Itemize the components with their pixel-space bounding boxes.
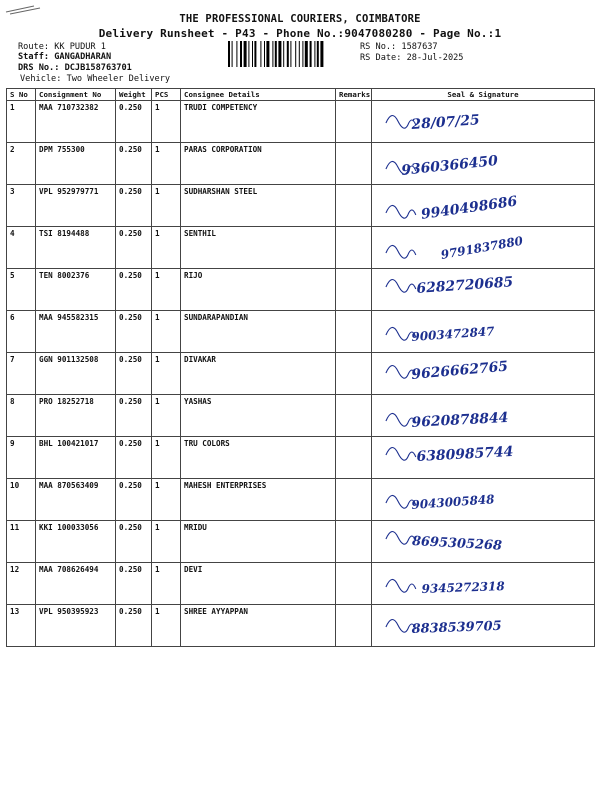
remarks-cell [336,563,372,605]
signature-scribble [372,395,594,436]
signature-text: 9345272318 [421,579,505,596]
sno-cell: 2 [7,143,36,185]
remarks-cell [336,395,372,437]
signature-text: 9940498686 [420,193,519,223]
runsheet-table [6,88,595,647]
signature-scribble [372,521,594,562]
consignee-cell: MAHESH ENTERPRISES [181,479,336,521]
pcs-cell: 1 [152,143,181,185]
weight-cell: 0.250 [116,437,152,479]
consignee-cell: TRUDI COMPETENCY [181,101,336,143]
table-row [7,227,595,269]
consignee-cell: DEVI [181,563,336,605]
sno-cell: 5 [7,269,36,311]
remarks-cell [336,479,372,521]
sno-cell: 8 [7,395,36,437]
sno-cell: 4 [7,227,36,269]
vehicle-label: Vehicle: Two Wheeler Delivery [20,74,171,84]
weight-cell: 0.250 [116,563,152,605]
pcs-cell: 1 [152,185,181,227]
header-weight: Weight [116,89,152,101]
consignee-cell: RIJO [181,269,336,311]
consignment-cell: KKI 100033056 [36,521,116,563]
drs-label: DRS No.: DCJB158763701 [18,63,132,73]
weight-cell: 0.250 [116,101,152,143]
table-row [7,353,595,395]
consignment-cell: MAA 870563409 [36,479,116,521]
pcs-cell: 1 [152,563,181,605]
header-pcs: PCS [152,89,181,101]
remarks-cell [336,353,372,395]
header-sno: S No [7,89,36,101]
consignment-cell: BHL 100421017 [36,437,116,479]
rs-date: RS Date: 28-Jul-2025 [360,53,464,63]
table-row [7,437,595,479]
consignment-cell: DPM 755300 [36,143,116,185]
pcs-cell: 1 [152,227,181,269]
weight-cell: 0.250 [116,605,152,647]
weight-cell: 0.250 [116,185,152,227]
signature-cell [372,143,595,185]
signature-cell [372,185,595,227]
signature-cell [372,605,595,647]
signature-scribble [372,269,594,310]
pcs-cell: 1 [152,437,181,479]
consignment-cell: MAA 708626494 [36,563,116,605]
weight-cell: 0.250 [116,395,152,437]
header-consignment: Consignment No [36,89,116,101]
signature-scribble [372,143,594,184]
pcs-cell: 1 [152,311,181,353]
table-row [7,269,595,311]
table-row [7,395,595,437]
signature-text: 8838539705 [411,618,502,637]
consignment-cell: MAA 710732382 [36,101,116,143]
remarks-cell [336,185,372,227]
header-signature: Seal & Signature [372,89,595,101]
sno-cell: 1 [7,101,36,143]
company-title: THE PROFESSIONAL COURIERS, COIMBATORE [179,13,421,25]
weight-cell: 0.250 [116,479,152,521]
signature-scribble [372,185,594,226]
signature-scribble [372,563,594,604]
signature-cell [372,395,595,437]
pcs-cell: 1 [152,101,181,143]
remarks-cell [336,605,372,647]
signature-text: 9360366450 [400,152,499,179]
remarks-cell [336,143,372,185]
consignee-cell: TRU COLORS [181,437,336,479]
signature-cell [372,227,595,269]
sno-cell: 10 [7,479,36,521]
consignment-cell: MAA 945582315 [36,311,116,353]
remarks-cell [336,311,372,353]
staff-label: Staff: GANGADHARAN [18,52,112,62]
consignee-cell: PARAS CORPORATION [181,143,336,185]
signature-scribble [372,227,594,268]
pcs-cell: 1 [152,605,181,647]
weight-cell: 0.250 [116,521,152,563]
consignment-cell: TSI 8194488 [36,227,116,269]
signature-text: 6282720685 [415,274,514,297]
signature-text: 8695305268 [411,533,503,554]
header-remarks: Remarks [336,89,372,101]
consignment-cell: VPL 952979771 [36,185,116,227]
signature-cell [372,563,595,605]
remarks-cell [336,227,372,269]
pcs-cell: 1 [152,269,181,311]
consignee-cell: MRIDU [181,521,336,563]
sno-cell: 3 [7,185,36,227]
sno-cell: 7 [7,353,36,395]
sno-cell: 11 [7,521,36,563]
weight-cell: 0.250 [116,353,152,395]
table-row [7,479,595,521]
pcs-cell: 1 [152,353,181,395]
sno-cell: 13 [7,605,36,647]
signature-scribble [372,605,594,646]
consignment-cell: GGN 901132508 [36,353,116,395]
remarks-cell [336,437,372,479]
signature-cell [372,269,595,311]
pcs-cell: 1 [152,521,181,563]
signature-text: 28/07/25 [410,112,481,133]
table-row [7,605,595,647]
table-row [7,521,595,563]
weight-cell: 0.250 [116,311,152,353]
table-row [7,311,595,353]
weight-cell: 0.250 [116,143,152,185]
signature-text: 9620878844 [411,409,509,431]
signature-text: 9043005848 [411,492,495,512]
header-consignee: Consignee Details [181,89,336,101]
consignee-cell: YASHAS [181,395,336,437]
consignee-cell: SUDHARSHAN STEEL [181,185,336,227]
signature-cell [372,353,595,395]
signature-scribble [372,437,594,478]
table-row [7,563,595,605]
remarks-cell [336,101,372,143]
pcs-cell: 1 [152,479,181,521]
signature-scribble [372,353,594,394]
signature-cell [372,521,595,563]
signature-scribble [372,311,594,352]
signature-text: 9003472847 [411,324,495,344]
sno-cell: 6 [7,311,36,353]
consignee-cell: SENTHIL [181,227,336,269]
weight-cell: 0.250 [116,269,152,311]
weight-cell: 0.250 [116,227,152,269]
signature-text: 9626662765 [410,358,509,383]
route-label: Route: KK PUDUR 1 [18,42,106,52]
signature-scribble [372,101,594,142]
table-row [7,185,595,227]
table-row [7,101,595,143]
consignee-cell: DIVAKAR [181,353,336,395]
sno-cell: 9 [7,437,36,479]
signature-cell [372,311,595,353]
table-row [7,143,595,185]
table-header-row [7,89,595,101]
consignment-cell: TEN 8002376 [36,269,116,311]
runsheet-subtitle: Delivery Runsheet - P43 - Phone No.:9047080280 - Page No.:1 [98,27,502,40]
barcode-icon [228,41,352,67]
consignment-cell: VPL 950395923 [36,605,116,647]
rs-number: RS No.: 1587637 [360,42,438,52]
remarks-cell [336,521,372,563]
signature-cell [372,437,595,479]
consignment-cell: PRO 18252718 [36,395,116,437]
signature-text: 9791837880 [439,233,525,262]
sno-cell: 12 [7,563,36,605]
signature-text: 6380985744 [416,443,514,465]
signature-scribble [372,479,594,520]
signature-cell [372,479,595,521]
signature-cell [372,101,595,143]
pcs-cell: 1 [152,395,181,437]
remarks-cell [336,269,372,311]
consignee-cell: SHREE AYYAPPAN [181,605,336,647]
consignee-cell: SUNDARAPANDIAN [181,311,336,353]
